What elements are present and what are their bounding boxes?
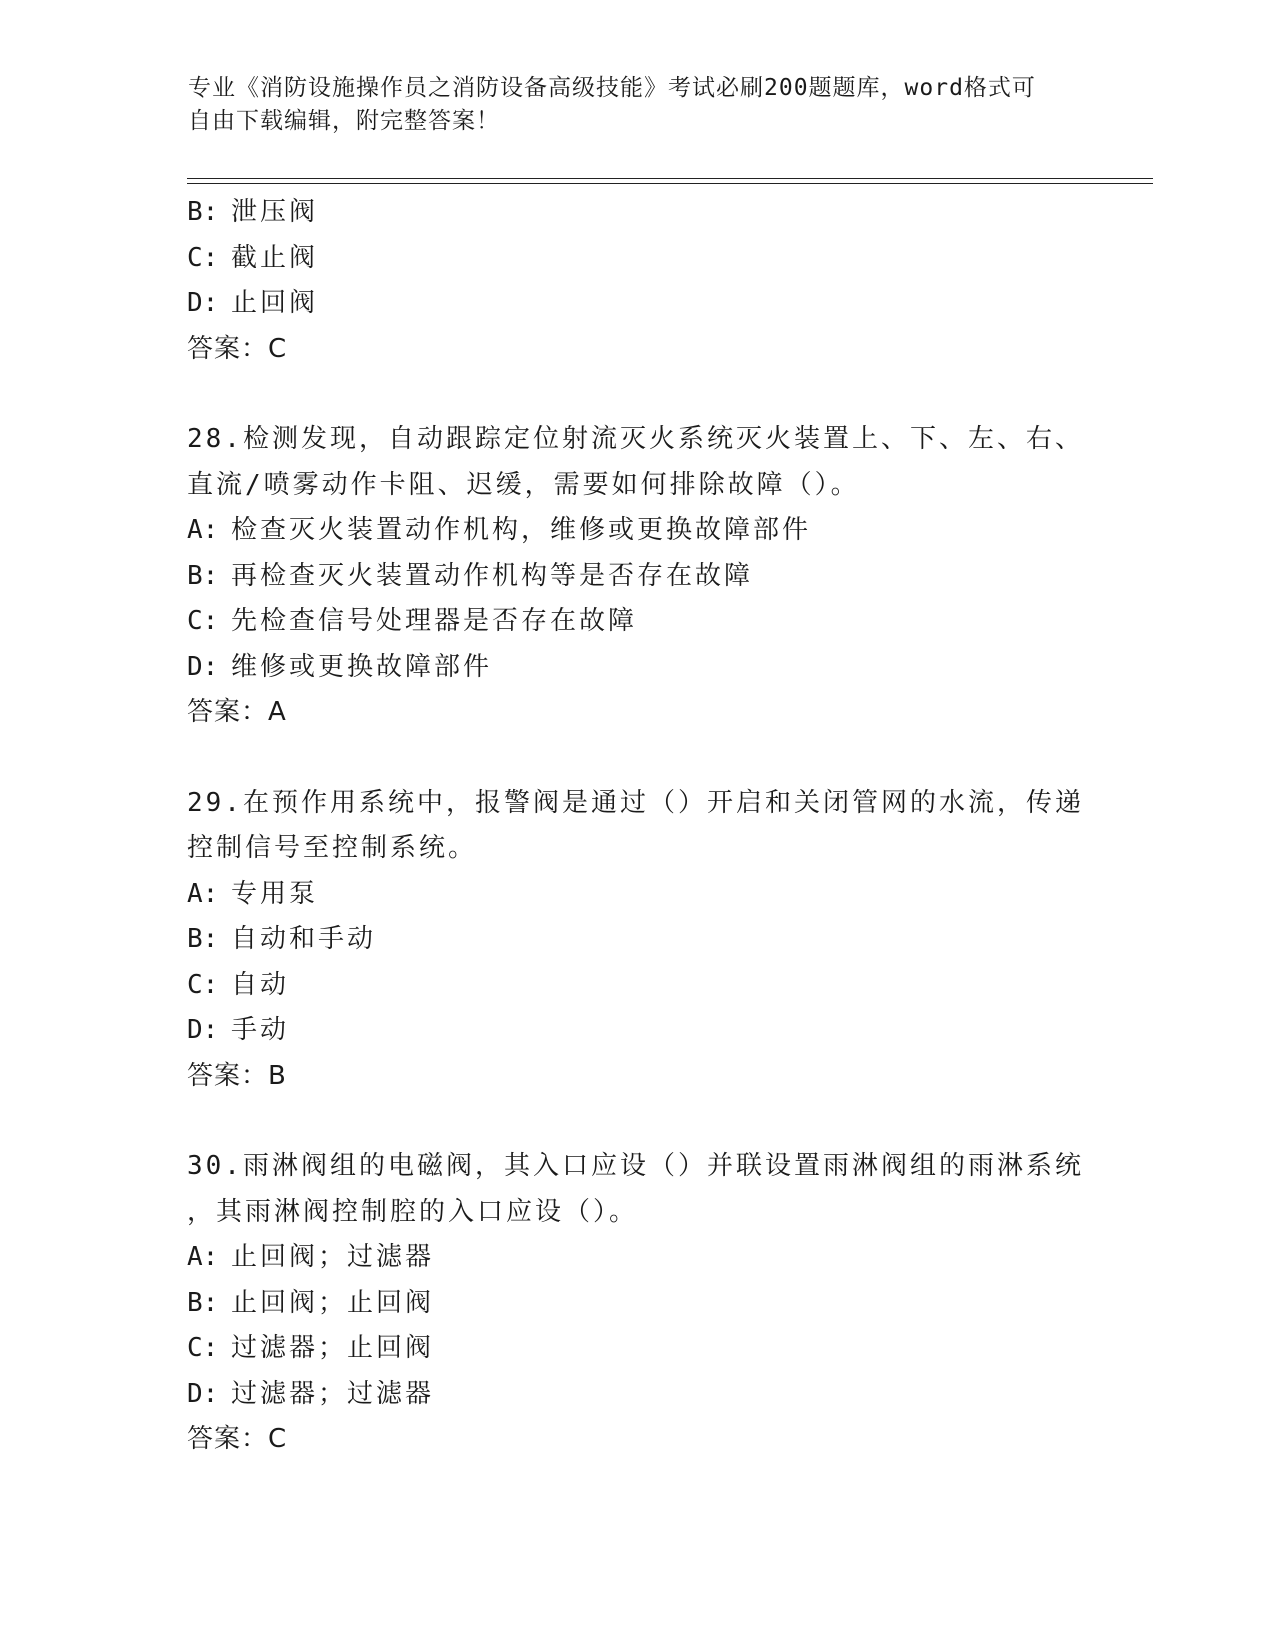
option-d: D: 手动 (187, 1015, 290, 1045)
option-b: B: 止回阀；止回阀 (187, 1287, 435, 1318)
answer-line: 答案：C (187, 333, 288, 364)
answer-line: 答案：B (187, 1060, 287, 1091)
option-c: C: 自动 (187, 969, 290, 1000)
option-a: A: 专用泵 (187, 878, 319, 909)
header-divider-top (187, 178, 1153, 179)
option-a: A: 止回阀；过滤器 (187, 1242, 435, 1272)
header-line-2: 自由下载编辑，附完整答案！ (188, 108, 500, 134)
option-b: B: 泄压阀 (187, 197, 319, 227)
option-d: D: 止回阀 (187, 288, 319, 318)
option-d: D: 维修或更换故障部件 (187, 651, 493, 682)
header-line-1: 专业《消防设施操作员之消防设备高级技能》考试必刷200题题库，word格式可 (188, 75, 1036, 101)
question-stem: 29.在预作用系统中，报警阀是通过（）开启和关闭管网的水流，传递 控制信号至控制系统。 (187, 787, 1084, 863)
question-list (187, 190, 1087, 1463)
question-stem: 28.检测发现，自动跟踪定位射流灭火系统灭火装置上、下、左、右、 直流/喷雾动作卡阻、迟缓，需要如何排除故障（）。 (187, 424, 1084, 500)
option-b: B: 自动和手动 (187, 924, 377, 954)
question-stem: 30.雨淋阀组的电磁阀，其入口应设（）并联设置雨淋阀组的雨淋系统 ，其雨淋阀控制腔的入口应设（）。 (187, 1151, 1084, 1227)
option-c: C: 过滤器；止回阀 (187, 1333, 435, 1363)
option-a: A: 检查灭火装置动作机构，维修或更换故障部件 (187, 515, 812, 545)
option-c: C: 截止阀 (187, 242, 319, 273)
question-28 (187, 417, 1087, 736)
question-29 (187, 781, 1087, 1100)
question-27-continued (187, 190, 1087, 372)
header-divider-bottom (187, 183, 1153, 184)
question-30 (187, 1144, 1087, 1463)
answer-line: 答案：C (187, 1424, 288, 1454)
option-c: C: 先检查信号处理器是否存在故障 (187, 606, 638, 636)
option-d: D: 过滤器；过滤器 (187, 1378, 435, 1409)
answer-line: 答案：A (187, 697, 287, 727)
option-b: B: 再检查灭火装置动作机构等是否存在故障 (187, 560, 754, 591)
document-header (188, 72, 1068, 138)
